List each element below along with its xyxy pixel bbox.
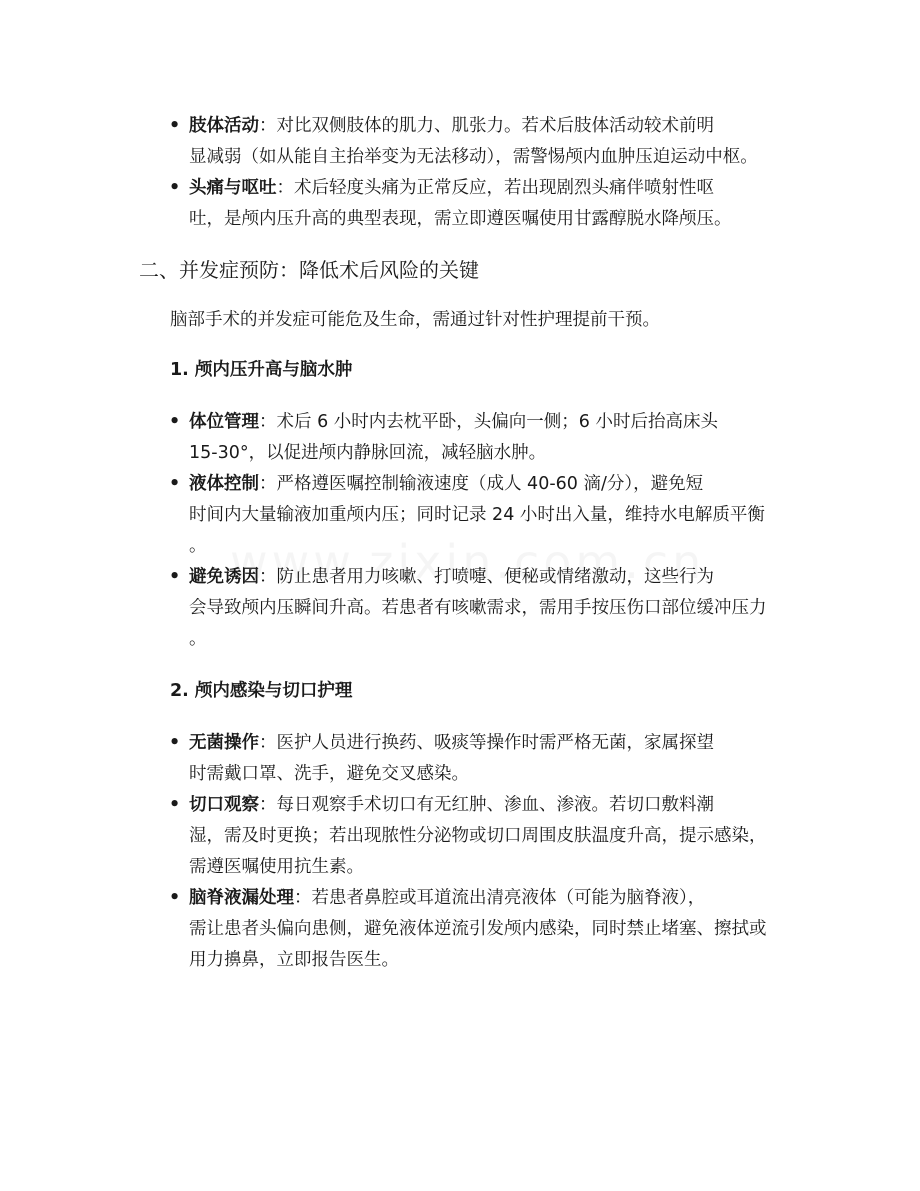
bullet-text: 用力擤鼻，立即报告医生。 [189, 950, 399, 970]
bullet-dot [141, 173, 189, 204]
bullet-incision-observe [189, 790, 789, 883]
bullet-term: 头痛与呕吐 [189, 178, 277, 198]
section-heading: 二、并发症预防：降低术后风险的关键 [139, 258, 479, 282]
bullet-term: 无菌操作 [189, 733, 259, 753]
bullet-text: 15-30°，以促进颅内静脉回流，减轻脑水肿。 [189, 443, 547, 463]
bullet-text: ：若患者鼻腔或耳道流出清亮液体（可能为脑脊液）， [294, 888, 706, 908]
bullet-dot [141, 728, 189, 759]
bullet-dot [141, 469, 189, 500]
bullet-dot [141, 111, 189, 142]
bullet-text: 。 [189, 536, 207, 556]
bullet-dot [141, 407, 189, 438]
bullet-text: ：严格遵医嘱控制输液速度（成人 40-60 滴/分），避免短 [259, 474, 704, 494]
bullet-text: 湿，需及时更换；若出现脓性分泌物或切口周围皮肤温度升高，提示感染， [189, 826, 767, 846]
bullet-fluid-control [189, 469, 789, 562]
subsection-heading-1: 1. 颅内压升高与脑水肿 [170, 360, 353, 380]
bullet-text: 时间内大量输液加重颅内压；同时记录 24 小时出入量，维持水电解质平衡 [189, 505, 765, 525]
bullet-csf-leak [189, 883, 789, 976]
bullet-position [189, 407, 789, 469]
bullet-term: 液体控制 [189, 474, 259, 494]
bullet-text: ：防止患者用力咳嗽、打喷嚏、便秘或情绪激动，这些行为 [259, 567, 714, 587]
bullet-text: 需遵医嘱使用抗生素。 [189, 857, 364, 877]
bullet-term: 体位管理 [189, 412, 259, 432]
bullet-avoid-triggers [189, 562, 789, 655]
bullet-term: 脑脊液漏处理 [189, 888, 294, 908]
bullet-text: ：医护人员进行换药、吸痰等操作时需严格无菌，家属探望 [259, 733, 714, 753]
bullet-text: ：每日观察手术切口有无红肿、渗血、渗液。若切口敷料潮 [259, 795, 714, 815]
bullet-text: ：对比双侧肢体的肌力、肌张力。若术后肢体活动较术前明 [259, 116, 714, 136]
bullet-text: 时需戴口罩、洗手，避免交叉感染。 [189, 764, 469, 784]
bullet-term: 切口观察 [189, 795, 259, 815]
bullet-text: ：术后轻度头痛为正常反应，若出现剧烈头痛伴喷射性呕 [276, 178, 714, 198]
subsection-heading-2: 2. 颅内感染与切口护理 [170, 681, 353, 701]
section-intro: 脑部手术的并发症可能危及生命，需通过针对性护理提前干预。 [170, 310, 660, 330]
bullet-dot [141, 883, 189, 914]
bullet-dot [141, 562, 189, 593]
bullet-headache-vomit [189, 173, 789, 235]
bullet-text: 显减弱（如从能自主抬举变为无法移动），需警惕颅内血肿压迫运动中枢。 [189, 147, 758, 167]
bullet-term: 肢体活动 [189, 116, 259, 136]
bullet-dot [141, 790, 189, 821]
bullet-text: ：术后 6 小时内去枕平卧，头偏向一侧；6 小时后抬高床头 [259, 412, 718, 432]
bullet-limb-activity [189, 111, 789, 173]
bullet-term: 避免诱因 [189, 567, 259, 587]
bullet-text: 。 [189, 629, 207, 649]
bullet-aseptic [189, 728, 789, 790]
bullet-text: 需让患者头偏向患侧，避免液体逆流引发颅内感染，同时禁止堵塞、擦拭或 [189, 919, 767, 939]
bullet-text: 吐，是颅内压升高的典型表现，需立即遵医嘱使用甘露醇脱水降颅压。 [189, 209, 732, 229]
bullet-text: 会导致颅内压瞬间升高。若患者有咳嗽需求，需用手按压伤口部位缓冲压力 [189, 598, 767, 618]
